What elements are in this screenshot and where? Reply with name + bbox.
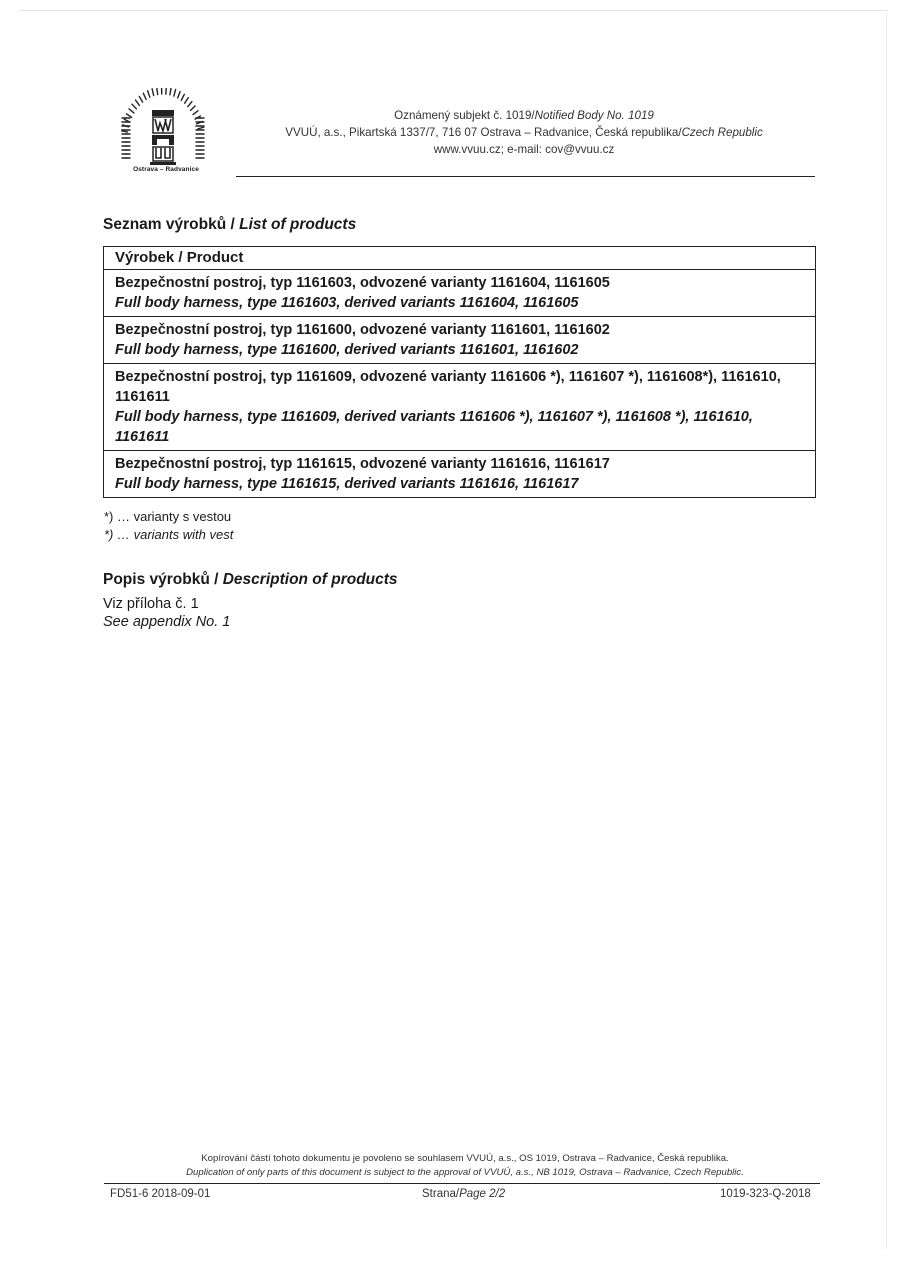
- copy-notice-en: Duplication of only parts of this document is subject to the approval of VVUÚ, a.s., NB 1019, Ostrava – Radvanice, Czech Republic.: [186, 1167, 744, 1178]
- description-title-en: Description of products: [222, 571, 398, 588]
- products-table: [103, 246, 816, 498]
- copy-notice-cz: Kopírování částí tohoto dokumentu je povoleno se souhlasem VVUÚ, a.s., OS 1019, Ostrava – Radvanice, Česká republika.: [201, 1153, 729, 1164]
- notified-body-line: [258, 109, 790, 122]
- logo-caption: Ostrava – Radvanice: [133, 166, 199, 173]
- product-name-en: Full body harness, type 1161615, derived variants 1161616, 1161617: [115, 476, 579, 492]
- description-section-title: [103, 571, 398, 589]
- table-row: [104, 269, 815, 316]
- description-body-cz: Viz příloha č. 1: [103, 596, 199, 612]
- product-name-cz: Bezpečnostní postroj, typ 1161603, odvozené varianty 1161604, 1161605: [115, 275, 610, 291]
- address-cz: VVUÚ, a.s., Pikartská 1337/7, 716 07 Ostrava – Radvanice, Česká republika/: [285, 126, 682, 139]
- page-edge-top: [20, 10, 888, 11]
- contact-line: www.vvuu.cz; e-mail: cov@vvuu.cz: [433, 143, 615, 156]
- document-number: 1019-323-Q-2018: [720, 1188, 811, 1200]
- description-title-cz: Popis výrobků /: [103, 571, 223, 588]
- notified-body-en: Notified Body No. 1019: [534, 109, 654, 122]
- product-name-en: Full body harness, type 1161609, derived variants 1161606 *), 1161607 *), 1161608 *), 1161610, 1161611: [115, 409, 753, 445]
- products-title-cz: Seznam výrobků /: [103, 216, 240, 233]
- page-number: [422, 1188, 505, 1200]
- products-title-en: List of products: [239, 216, 357, 233]
- address-en: Czech Republic: [681, 126, 763, 139]
- table-row: [104, 450, 815, 497]
- page-edge-right: [886, 10, 887, 1250]
- product-name-en: Full body harness, type 1161600, derived variants 1161601, 1161602: [115, 342, 579, 358]
- address-line: [258, 126, 790, 139]
- product-name-en: Full body harness, type 1161603, derived variants 1161604, 1161605: [115, 295, 579, 311]
- products-section-title: [103, 216, 356, 234]
- table-row: [104, 363, 815, 450]
- footnote-en: *) … variants with vest: [104, 527, 234, 542]
- product-name-cz: Bezpečnostní postroj, typ 1161615, odvozené varianty 1161616, 1161617: [115, 456, 610, 472]
- notified-body-cz: Oznámený subjekt č. 1019/: [394, 109, 535, 122]
- page-label-en: Page 2/2: [459, 1188, 506, 1200]
- product-name-cz: Bezpečnostní postroj, typ 1161600, odvozené varianty 1161601, 1161602: [115, 322, 610, 338]
- footer-divider: [104, 1183, 820, 1184]
- header-divider: [236, 176, 815, 177]
- description-body-en: See appendix No. 1: [103, 614, 231, 630]
- table-header: Výrobek / Product: [115, 249, 244, 266]
- form-code: FD51-6 2018-09-01: [110, 1188, 211, 1200]
- footnote-cz: *) … varianty s vestou: [104, 509, 232, 524]
- table-row: [104, 316, 815, 363]
- page-label-cz: Strana/: [422, 1188, 460, 1200]
- product-name-cz: Bezpečnostní postroj, typ 1161609, odvozené varianty 1161606 *), 1161607 *), 1161608*), 1161610, 1161611: [115, 369, 781, 405]
